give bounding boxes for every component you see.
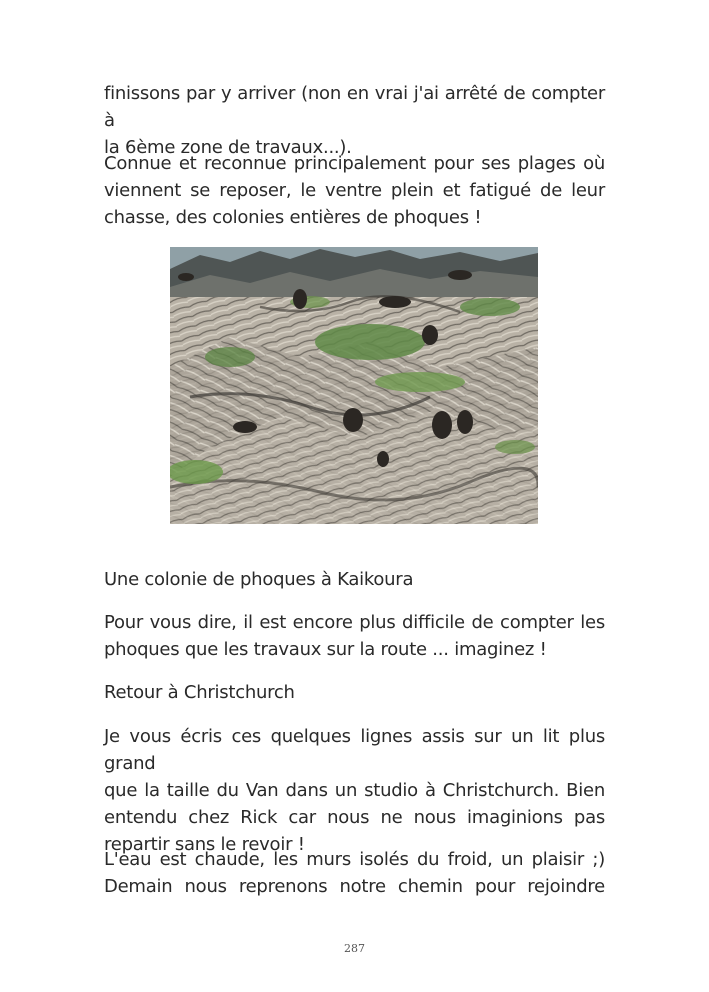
text-line: Je vous écris ces quelques lignes assis sur un lit plus grand <box>104 726 605 774</box>
text-line: phoques que les travaux sur la route ... imaginez ! <box>104 639 547 660</box>
text-line: Demain nous reprenons notre chemin pour rejoindre <box>104 876 605 897</box>
paragraph-4 <box>104 723 605 858</box>
page-number: 287 <box>344 942 365 955</box>
paragraph-1 <box>104 80 605 161</box>
text-line: Pour vous dire, il est encore plus difficile de compter les <box>104 612 605 633</box>
text-line: chasse, des colonies entières de phoques ! <box>104 207 482 228</box>
text-line: viennent se reposer, le ventre plein et fatigué de leur <box>104 180 605 201</box>
section-heading: Retour à Christchurch <box>104 682 295 703</box>
text-line: repartir sans le revoir ! <box>104 834 305 855</box>
paragraph-3 <box>104 609 605 663</box>
text-line: finissons par y arriver (non en vrai j'ai arrêté de compter à <box>104 83 605 131</box>
text-line: entendu chez Rick car nous ne nous imaginions pas <box>104 807 605 828</box>
paragraph-5 <box>104 846 605 900</box>
text-line: que la taille du Van dans un studio à Christchurch. Bien <box>104 780 605 801</box>
text-line: Connue et reconnue principalement pour ses plages où <box>104 153 605 174</box>
photo-caption: Une colonie de phoques à Kaikoura <box>104 569 414 590</box>
text-line: la 6ème zone de travaux...). <box>104 137 352 158</box>
text-line: L'eau est chaude, les murs isolés du froid, un plaisir ;) <box>104 849 605 870</box>
paragraph-2 <box>104 150 605 231</box>
seal-colony-photo <box>170 247 538 524</box>
